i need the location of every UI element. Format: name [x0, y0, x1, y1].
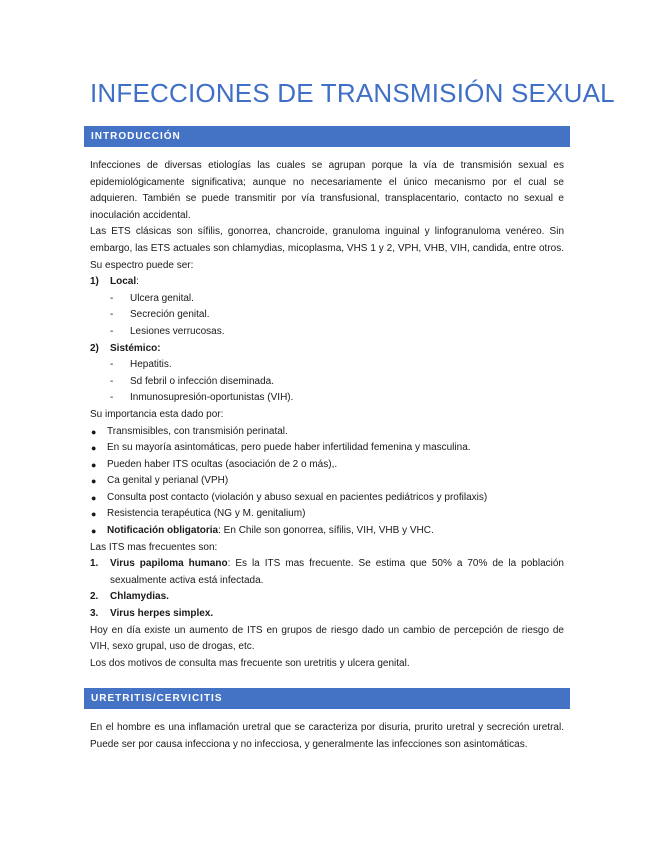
dash-marker: -	[110, 325, 114, 337]
list-item-text: Inmunosupresión-oportunistas (VIH).	[130, 392, 294, 404]
page-title: INFECCIONES DE TRANSMISIÓN SEXUAL	[90, 78, 615, 108]
bullet-icon: ●	[91, 526, 97, 537]
list-item-text: Hepatitis.	[130, 359, 172, 371]
spectrum-label: Local	[110, 276, 137, 288]
intro-body	[90, 158, 564, 672]
spectrum-list	[90, 274, 564, 291]
systemic-sublist	[90, 357, 564, 407]
frequent-intro: Las ITS mas frecuentes son:	[90, 541, 218, 553]
notification-text: : En Chile son gonorrea, sífilis, VIH, VHB y VHC.	[218, 525, 434, 537]
list-item	[90, 457, 564, 474]
bullet-icon: ●	[91, 476, 97, 487]
spectrum-item-sistemico	[90, 341, 564, 358]
dash-marker: -	[110, 392, 114, 404]
importance-intro: Su importancia esta dado por:	[90, 408, 224, 420]
list-item-text: Transmisibles, con transmisión perinatal.	[107, 425, 288, 437]
spectrum-suffix: :	[136, 276, 139, 288]
list-item	[90, 291, 564, 308]
frequent-label: Virus papiloma humano	[110, 558, 228, 570]
uretritis-body	[90, 720, 564, 753]
list-item-text: Pueden haber ITS ocultas (asociación de 2 o más),.	[107, 458, 338, 470]
uretritis-paragraph-1: En el hombre es una inflamación uretral que se caracteriza por disuria, prurito uretral y secreción uretral. Puede ser por causa infecciona y no infecciosa, y generalmente las infecciones son asintomáticas.	[90, 722, 564, 750]
list-item	[90, 324, 564, 341]
bullet-icon: ●	[91, 426, 97, 437]
section-heading-introduccion: INTRODUCCIÓN	[84, 126, 570, 147]
bullet-icon: ●	[91, 509, 97, 520]
list-item	[90, 490, 564, 507]
frequent-label: Chlamydias.	[110, 591, 169, 603]
spectrum-list-2	[90, 341, 564, 358]
list-marker: 3.	[90, 608, 99, 620]
notification-label: Notificación obligatoria	[107, 525, 219, 537]
list-item-text: Sd febril o infección diseminada.	[130, 375, 274, 387]
list-marker: 1.	[90, 558, 99, 570]
spectrum-item-local	[90, 274, 564, 291]
intro-paragraph-2: Las ETS clásicas son sífilis, gonorrea, chancroide, granuloma inguinal y linfogranuloma venéreo. Sin embargo, las ETS actuales son chlamydias, micoplasma, VHS 1 y 2, VPH, VHB, VIH, candida, entre otros. Su espectro puede ser:	[90, 226, 564, 271]
bullet-icon: ●	[91, 459, 97, 470]
list-item	[90, 424, 564, 441]
list-marker: 1)	[90, 276, 99, 288]
list-item	[90, 390, 564, 407]
list-item	[90, 307, 564, 324]
frequent-list	[90, 556, 564, 622]
local-sublist	[90, 291, 564, 341]
list-item-text: Ulcera genital.	[130, 292, 194, 304]
list-item	[90, 556, 564, 589]
dash-marker: -	[110, 309, 114, 321]
list-item-text: Consulta post contacto (violación y abuso sexual en pacientes pediátricos y profilaxis)	[107, 491, 488, 503]
importance-list	[90, 424, 564, 540]
list-item	[90, 606, 564, 623]
dash-marker: -	[110, 359, 114, 371]
list-item	[90, 589, 564, 606]
dash-marker: -	[110, 375, 114, 387]
intro-paragraph-3: Hoy en día existe un aumento de ITS en grupos de riesgo dado un cambio de percepción de riesgo de VIH, sexo grupal, uso de drogas, etc.	[90, 624, 564, 653]
list-item	[90, 506, 564, 523]
list-item	[90, 473, 564, 490]
list-item	[90, 357, 564, 374]
list-item-text: Ca genital y perianal (VPH)	[107, 475, 229, 487]
list-item	[90, 374, 564, 391]
intro-paragraph-1: Infecciones de diversas etiologías las cuales se agrupan porque la vía de transmisión sexual es epidemiológicamente significativa; aunque no necesariamente el único mecanismo por el cual se adquieren. También se puede transmitir por vía transfusional, transplacentario, contacto no sexual e inoculación accidental.	[90, 160, 564, 221]
frequent-text: : Es la ITS mas frecuente. Se estima que 50% a 70% de la población sexualmente activa está infectada.	[110, 558, 564, 586]
bullet-icon: ●	[91, 492, 97, 503]
frequent-label: Virus herpes simplex.	[110, 608, 214, 620]
spectrum-label: Sistémico:	[110, 342, 161, 354]
list-item-text: Secreción genital.	[130, 309, 210, 321]
list-item-text: Lesiones verrucosas.	[130, 325, 225, 337]
list-item-notification	[90, 523, 564, 540]
list-marker: 2)	[90, 342, 99, 354]
list-item-text: En su mayoría asintomáticas, pero puede haber infertilidad femenina y masculina.	[107, 442, 471, 454]
list-item	[90, 440, 564, 457]
section-heading-uretritis: URETRITIS/CERVICITIS	[84, 688, 570, 709]
bullet-icon: ●	[91, 443, 97, 454]
list-marker: 2.	[90, 591, 99, 603]
intro-paragraph-4: Los dos motivos de consulta mas frecuente son uretritis y ulcera genital.	[90, 657, 410, 669]
list-item-text: Resistencia terapéutica (NG y M. genitalium)	[107, 508, 306, 520]
dash-marker: -	[110, 292, 114, 304]
